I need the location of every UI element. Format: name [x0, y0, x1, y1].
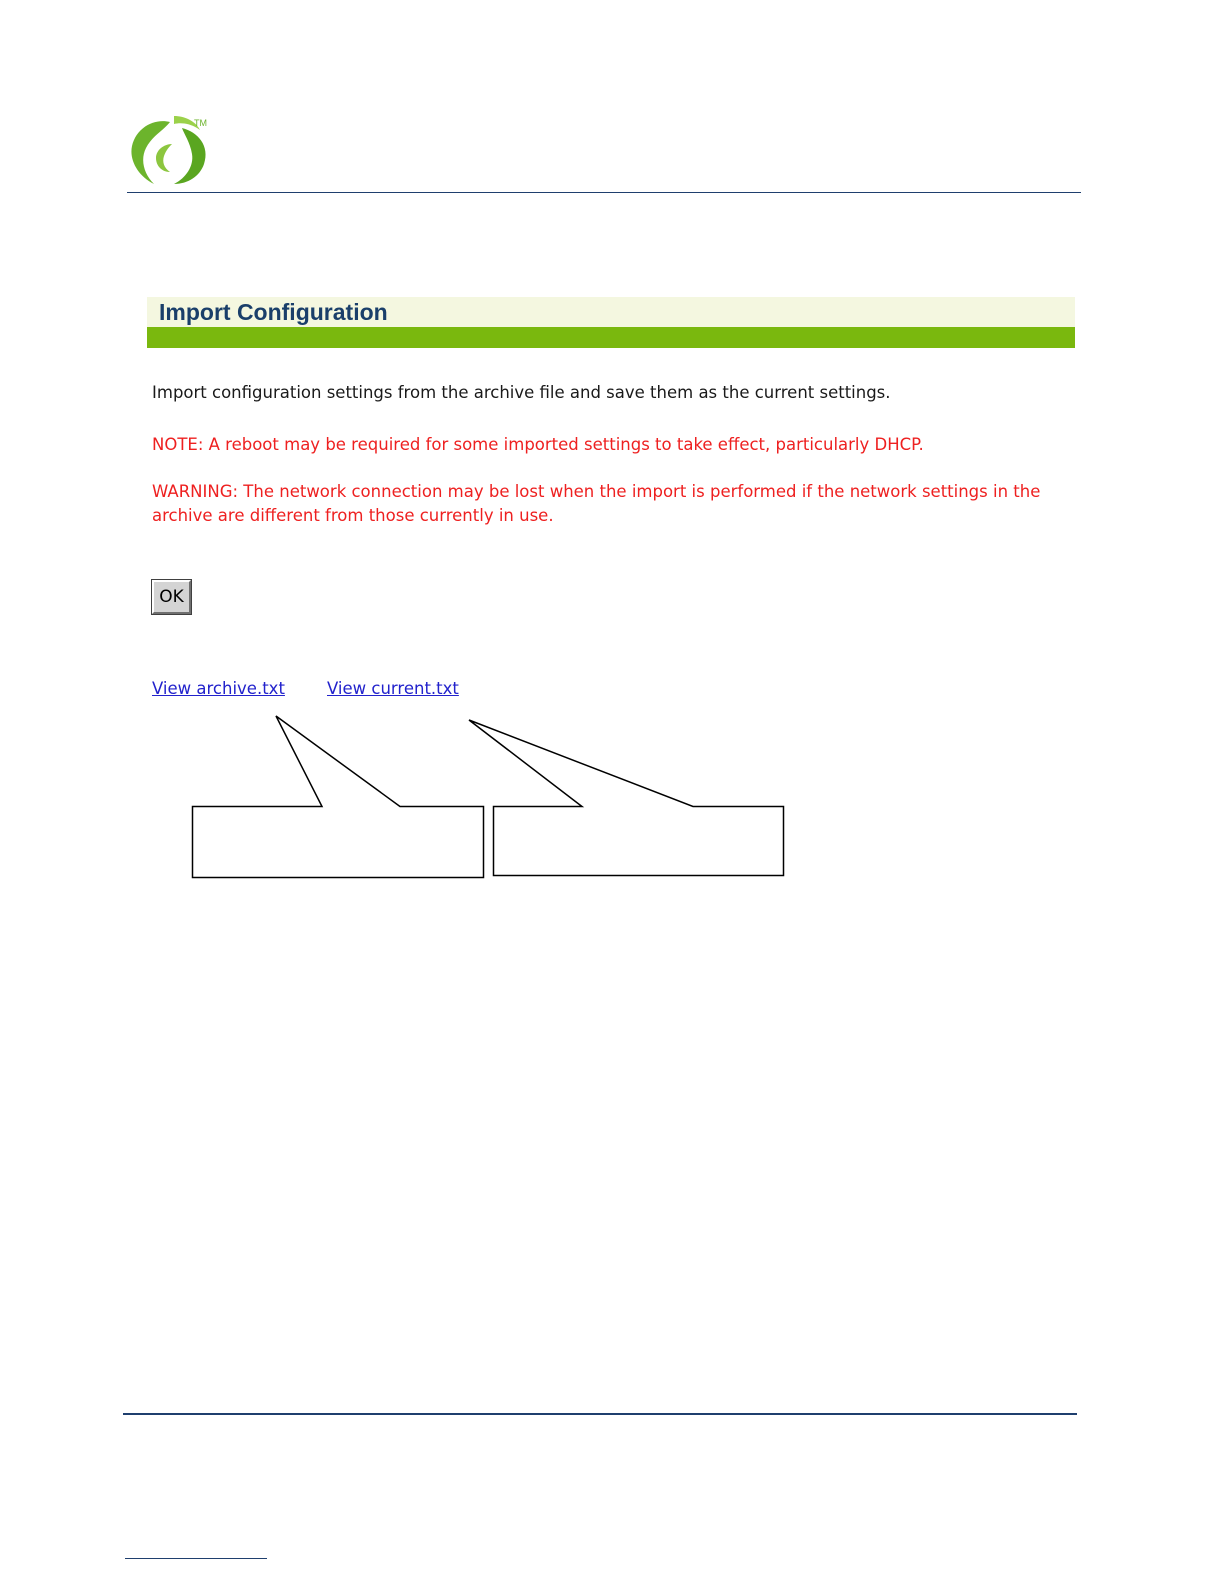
- view-archive-link[interactable]: View archive.txt: [152, 679, 285, 698]
- footnote-rule: [125, 1558, 267, 1559]
- panel-header: [147, 297, 1075, 327]
- view-current-link[interactable]: View current.txt: [327, 679, 459, 698]
- trademark-mark: TM: [194, 118, 207, 128]
- panel-header-bar: [147, 327, 1075, 348]
- header-rule: [127, 192, 1081, 193]
- swirl-logo-icon: [126, 114, 218, 188]
- ok-button[interactable]: OK: [152, 580, 191, 614]
- callout-current: [469, 720, 784, 876]
- intro-text: Import configuration settings from the archive file and save them as the current settings.: [152, 383, 891, 402]
- note-text: NOTE: A reboot may be required for some imported settings to take effect, particularly DHCP.: [152, 435, 924, 454]
- page-title: Import Configuration: [159, 299, 388, 325]
- warning-text: WARNING: The network connection may be lost when the import is performed if the network settings in the archive are different from those currently in use.: [152, 482, 1041, 525]
- callout-archive: [193, 716, 484, 878]
- footer-rule: [123, 1413, 1077, 1415]
